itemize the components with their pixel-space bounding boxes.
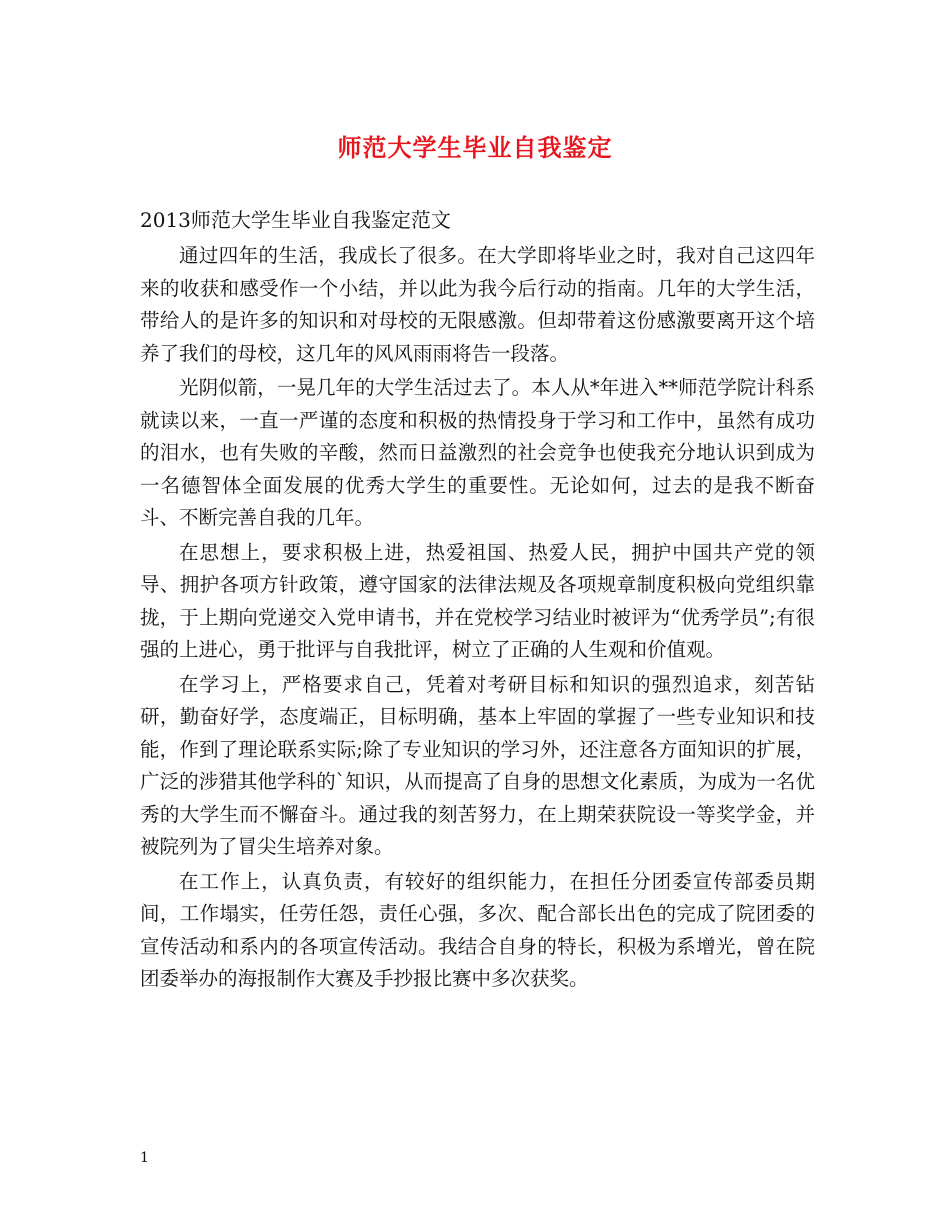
paragraph-overview: 光阴似箭，一晃几年的大学生活过去了。本人从*年进入**师范学院计科系就读以来，一直一严谨的态度和积极的热情投身于学习和工作中，虽然有成功的泪水，也有失败的辛酸，然而日益激烈的社会竞争也使我充分地认识到成为一名德智体全面发展的优秀大学生的重要性。无论如何，过去的是我不断奋斗、不断完善自我的几年。 bbox=[140, 376, 815, 529]
document-title: 师范大学生毕业自我鉴定 bbox=[337, 133, 613, 162]
paragraph-intro: 通过四年的生活，我成长了很多。在大学即将毕业之时，我对自己这四年来的收获和感受作一个小结，并以此为我今后行动的指南。几年的大学生活，带给人的是许多的知识和对母校的无限感激。但却带着这份感激要离开这个培养了我们的母校，这几年的风风雨雨将告一段落。 bbox=[140, 244, 815, 365]
paragraph-work: 在工作上，认真负责，有较好的组织能力，在担任分团委宣传部委员期间，工作塌实，任劳任怨，责任心强，多次、配合部长出色的完成了院团委的宣传活动和系内的各项宣传活动。我结合自身的特长，积极为系增光，曾在院团委举办的海报制作大赛及手抄报比赛中多次获奖。 bbox=[140, 869, 815, 990]
document-body bbox=[140, 240, 815, 998]
document-subtitle: 2013师范大学生毕业自我鉴定范文 bbox=[140, 208, 451, 232]
page-number: 1 bbox=[140, 1150, 149, 1166]
paragraph-ideology: 在思想上，要求积极上进，热爱祖国、热爱人民，拥护中国共产党的领导、拥护各项方针政策，遵守国家的法律法规及各项规章制度积极向党组织靠拢，于上期向党递交入党申请书，并在党校学习结业时被评为“优秀学员”;有很强的上进心，勇于批评与自我批评，树立了正确的人生观和价值观。 bbox=[140, 540, 815, 661]
paragraph-study: 在学习上，严格要求自己，凭着对考研目标和知识的强烈追求，刻苦钻研，勤奋好学，态度端正，目标明确，基本上牢固的掌握了一些专业知识和技能，作到了理论联系实际;除了专业知识的学习外，还注意各方面知识的扩展，广泛的涉猎其他学科的`知识，从而提高了自身的思想文化素质，为成为一名优秀的大学生而不懈奋斗。通过我的刻苦努力，在上期荣获院设一等奖学金，并被院列为了冒尖生培养对象。 bbox=[140, 672, 815, 858]
